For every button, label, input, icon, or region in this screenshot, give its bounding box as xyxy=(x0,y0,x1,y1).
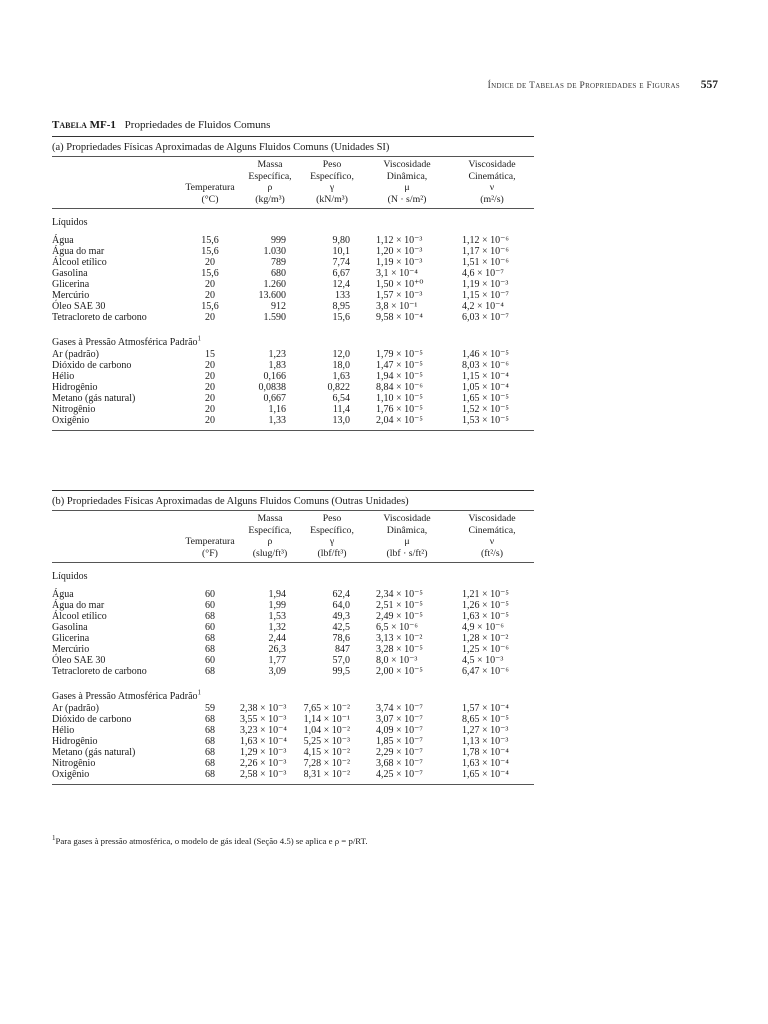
column-header-line: Específica, xyxy=(248,170,292,182)
table-caption xyxy=(52,119,270,131)
column-header-line: Específico, xyxy=(310,170,354,182)
fluid-name: Metano (gás natural) xyxy=(52,747,136,758)
table-cell: 1,25 × 10⁻⁶ xyxy=(462,644,509,655)
column-header-line: (slug/ft³) xyxy=(252,547,288,559)
table-cell: 15,6 xyxy=(201,301,219,312)
table-cell: 1,65 × 10⁻⁴ xyxy=(462,769,509,780)
table-cell: 68 xyxy=(205,714,215,725)
table-cell: 60 xyxy=(205,600,215,611)
column-header-line: ρ xyxy=(267,182,273,193)
table-cell: 1,83 xyxy=(268,360,286,371)
column-header-line: ρ xyxy=(267,536,273,547)
column-header-line: Cinemática, xyxy=(468,524,516,536)
fluid-name: Nitrogênio xyxy=(52,404,96,415)
fluid-name: Nitrogênio xyxy=(52,758,96,769)
table-cell: 3,13 × 10⁻² xyxy=(376,633,423,644)
table-row xyxy=(52,611,534,622)
fluid-name: Ar (padrão) xyxy=(52,349,99,360)
page-number: 557 xyxy=(700,79,718,91)
table-cell: 8,95 xyxy=(332,301,350,312)
table-cell: 1,57 × 10⁻³ xyxy=(376,290,423,301)
table-cell: 99,5 xyxy=(332,666,350,677)
header-row xyxy=(52,511,534,563)
table-row xyxy=(52,279,534,290)
table-row xyxy=(52,747,534,758)
fluid-name: Água do mar xyxy=(52,600,105,611)
table-cell: 68 xyxy=(205,725,215,736)
table-cell: 1,27 × 10⁻³ xyxy=(462,725,509,736)
table-cell: 1.030 xyxy=(263,246,286,257)
table-cell: 0,166 xyxy=(263,371,286,382)
table-row xyxy=(52,769,534,784)
table-row xyxy=(52,360,534,371)
group-heading xyxy=(52,209,534,230)
column-header xyxy=(240,511,300,563)
table-cell: 62,4 xyxy=(332,589,350,600)
table-row xyxy=(52,393,534,404)
table-cell: 1,94 × 10⁻⁵ xyxy=(376,371,423,382)
table-cell: 8,0 × 10⁻³ xyxy=(376,655,418,666)
table-bottom-rule xyxy=(52,430,534,431)
column-header-line: (°F) xyxy=(202,547,218,559)
table-cell: 4,5 × 10⁻³ xyxy=(462,655,504,666)
column-header-line: Temperatura xyxy=(185,182,235,193)
table-cell: 1,28 × 10⁻² xyxy=(462,633,509,644)
table-row xyxy=(52,257,534,268)
column-header-line: (kN/m³) xyxy=(316,193,348,205)
column-header xyxy=(180,511,240,563)
footnote-ref: 1 xyxy=(197,334,202,343)
fluid-name: Mercúrio xyxy=(52,644,90,655)
table-cell: 20 xyxy=(205,393,215,404)
table-cell: 1,99 xyxy=(268,600,286,611)
table-cell: 1,78 × 10⁻⁴ xyxy=(462,747,509,758)
column-header xyxy=(240,157,300,209)
table-row xyxy=(52,589,534,600)
fluid-name: Álcool etílico xyxy=(52,257,107,268)
table-cell: 15 xyxy=(205,349,215,360)
table-cell: 2,44 xyxy=(268,633,286,644)
column-header xyxy=(300,157,364,209)
column-header-line: γ xyxy=(329,182,335,193)
table-cell: 20 xyxy=(205,257,215,268)
fluid-name: Tetracloreto de carbono xyxy=(52,666,147,677)
table-cell: 1,12 × 10⁻⁶ xyxy=(462,235,509,246)
table-cell: 20 xyxy=(205,371,215,382)
fluid-name: Gasolina xyxy=(52,268,88,279)
column-header-line: (lbf · s/ft²) xyxy=(386,547,428,559)
table-cell: 1,05 × 10⁻⁴ xyxy=(462,382,509,393)
table-cell: 4,6 × 10⁻⁷ xyxy=(462,268,504,279)
fluid-name: Água do mar xyxy=(52,246,105,257)
table-cell: 1,63 × 10⁻⁴ xyxy=(240,736,287,747)
fluid-name: Mercúrio xyxy=(52,290,90,301)
table-cell: 78,6 xyxy=(332,633,350,644)
group-label: Gases à Pressão Atmosférica Padrão xyxy=(52,690,198,702)
table-cell: 2,29 × 10⁻⁷ xyxy=(376,747,423,758)
table-row xyxy=(52,633,534,644)
table-cell: 2,34 × 10⁻⁵ xyxy=(376,589,423,600)
table-cell: 7,28 × 10⁻² xyxy=(303,758,350,769)
table-cell: 1,14 × 10⁻¹ xyxy=(303,714,350,725)
table-row xyxy=(52,666,534,677)
column-header-line: Temperatura xyxy=(185,536,235,547)
table-cell: 1,63 xyxy=(332,371,350,382)
table-cell: 6,47 × 10⁻⁶ xyxy=(462,666,509,677)
column-header-line: Viscosidade xyxy=(468,159,516,170)
table-cell: 1,20 × 10⁻³ xyxy=(376,246,423,257)
fluid-name: Oxigênio xyxy=(52,415,90,426)
table-cell: 68 xyxy=(205,769,215,780)
column-header-line: μ xyxy=(404,182,410,193)
table-cell: 15,6 xyxy=(201,246,219,257)
table-cell: 68 xyxy=(205,633,215,644)
table-cell: 1,19 × 10⁻³ xyxy=(376,257,423,268)
table-cell: 15,6 xyxy=(201,235,219,246)
table-row xyxy=(52,758,534,769)
table-cell: 1.260 xyxy=(263,279,286,290)
table-cell: 26,3 xyxy=(268,644,286,655)
table-cell: 3,28 × 10⁻⁵ xyxy=(376,644,423,655)
table-cell: 8,03 × 10⁻⁶ xyxy=(462,360,509,371)
table-cell: 847 xyxy=(335,644,350,655)
group-heading xyxy=(52,683,534,703)
table-row xyxy=(52,246,534,257)
table-cell: 3,07 × 10⁻⁷ xyxy=(376,714,423,725)
table-cell: 1,47 × 10⁻⁵ xyxy=(376,360,423,371)
table-row xyxy=(52,415,534,430)
fluid-name: Óleo SAE 30 xyxy=(52,655,106,666)
table-cell: 1,65 × 10⁻⁵ xyxy=(462,393,509,404)
table-cell: 2,49 × 10⁻⁵ xyxy=(376,611,423,622)
fluid-name: Oxigênio xyxy=(52,769,90,780)
group-heading xyxy=(52,329,534,349)
table-cell: 6,5 × 10⁻⁶ xyxy=(376,622,418,633)
table-body xyxy=(52,209,534,431)
table-cell: 15,6 xyxy=(201,268,219,279)
table-cell: 6,54 xyxy=(332,393,350,404)
table-row xyxy=(52,703,534,714)
table-cell: 133 xyxy=(335,290,350,301)
table-cell: 68 xyxy=(205,611,215,622)
fluid-name: Álcool etílico xyxy=(52,611,107,622)
column-header xyxy=(52,511,180,563)
table-cell: 1,85 × 10⁻⁷ xyxy=(376,736,423,747)
section-title: (a) Propriedades Físicas Aproximadas de Alguns Fluidos Comuns (Unidades SI) xyxy=(52,137,534,157)
footnote-text: Para gases à pressão atmosférica, o modelo de gás ideal (Seção 4.5) se aplica e ρ = p/RT. xyxy=(55,836,368,846)
table-cell: 49,3 xyxy=(332,611,350,622)
table-row xyxy=(52,371,534,382)
fluid-name: Hidrogênio xyxy=(52,382,98,393)
fluid-name: Tetracloreto de carbono xyxy=(52,312,147,323)
table-cell: 20 xyxy=(205,279,215,290)
footnote-mark: 1 xyxy=(52,834,56,843)
table-cell: 1,26 × 10⁻⁵ xyxy=(462,600,509,611)
table-cell: 2,00 × 10⁻⁵ xyxy=(376,666,423,677)
column-header-line: Peso xyxy=(322,159,342,170)
table-cell: 60 xyxy=(205,622,215,633)
column-header xyxy=(450,157,534,209)
table-cell: 11,4 xyxy=(332,404,350,415)
table-cell: 3,55 × 10⁻³ xyxy=(240,714,287,725)
table-cell: 42,5 xyxy=(332,622,350,633)
table-cell: 1,46 × 10⁻⁵ xyxy=(462,349,509,360)
group-heading-row xyxy=(52,563,534,584)
column-header-line: γ xyxy=(329,536,335,547)
table-row xyxy=(52,235,534,246)
table-cell: 9,80 xyxy=(332,235,350,246)
column-header-line: ν xyxy=(489,536,495,547)
table-cell: 13,0 xyxy=(332,415,350,426)
table-cell: 8,65 × 10⁻⁵ xyxy=(462,714,509,725)
column-header-line: Específico, xyxy=(310,524,354,536)
group-heading-row xyxy=(52,329,534,349)
table-cell: 3,09 xyxy=(268,666,286,677)
column-header xyxy=(300,511,364,563)
table-cell: 1,04 × 10⁻² xyxy=(303,725,350,736)
page-header xyxy=(0,79,768,95)
group-heading-row xyxy=(52,683,534,703)
table-body xyxy=(52,563,534,785)
properties-table-other-units xyxy=(52,511,534,784)
fluid-name: Hidrogênio xyxy=(52,736,98,747)
fluid-name: Glicerina xyxy=(52,279,90,290)
table-cell: 1,15 × 10⁻⁴ xyxy=(462,371,509,382)
table-cell: 12,0 xyxy=(332,349,350,360)
table-row xyxy=(52,736,534,747)
table-row xyxy=(52,714,534,725)
fluid-name: Óleo SAE 30 xyxy=(52,301,106,312)
table-cell: 1,29 × 10⁻³ xyxy=(240,747,287,758)
table-row xyxy=(52,725,534,736)
group-label: Líquidos xyxy=(52,216,88,228)
table-row xyxy=(52,600,534,611)
properties-table-si xyxy=(52,157,534,430)
table-cell: 2,26 × 10⁻³ xyxy=(240,758,287,769)
footnote xyxy=(52,836,534,846)
column-header-line: (lbf/ft³) xyxy=(317,547,347,559)
fluid-name: Hélio xyxy=(52,725,75,736)
column-header-line: μ xyxy=(404,536,410,547)
table-cell: 20 xyxy=(205,415,215,426)
table-cell: 1,79 × 10⁻⁵ xyxy=(376,349,423,360)
column-header-line: Massa xyxy=(257,159,283,170)
column-header-line: Viscosidade xyxy=(383,513,431,524)
fluid-name: Hélio xyxy=(52,371,75,382)
table-cell: 999 xyxy=(271,235,286,246)
column-header xyxy=(364,511,450,563)
table-cell: 18,0 xyxy=(332,360,350,371)
table-cell: 2,51 × 10⁻⁵ xyxy=(376,600,423,611)
table-cell: 7,74 xyxy=(332,257,350,268)
column-header-line: (kg/m³) xyxy=(255,193,285,205)
column-header-line: Específica, xyxy=(248,524,292,536)
fluid-name: Dióxido de carbono xyxy=(52,714,132,725)
table-cell: 68 xyxy=(205,736,215,747)
table-cell: 1,21 × 10⁻⁵ xyxy=(462,589,509,600)
table-cell: 1,12 × 10⁻³ xyxy=(376,235,423,246)
table-row xyxy=(52,644,534,655)
column-header-line: Dinâmica, xyxy=(386,524,428,536)
table-cell: 1.590 xyxy=(263,312,286,323)
table-bottom-rule xyxy=(52,784,534,785)
table-cell: 8,84 × 10⁻⁶ xyxy=(376,382,423,393)
table-cell: 20 xyxy=(205,404,215,415)
table-cell: 0,667 xyxy=(263,393,286,404)
table-cell: 789 xyxy=(271,257,286,268)
table-row xyxy=(52,290,534,301)
group-label: Líquidos xyxy=(52,570,88,582)
running-head: Índice de Tabelas de Propriedades e Figuras xyxy=(487,81,680,91)
table-cell: 1,13 × 10⁻³ xyxy=(462,736,509,747)
table-cell: 1,63 × 10⁻⁵ xyxy=(462,611,509,622)
table-cell: 1,10 × 10⁻⁵ xyxy=(376,393,423,404)
table-cell: 4,25 × 10⁻⁷ xyxy=(376,769,423,780)
table-cell: 1,53 × 10⁻⁵ xyxy=(462,415,509,426)
table-cell: 1,15 × 10⁻⁷ xyxy=(462,290,509,301)
table-cell: 8,31 × 10⁻² xyxy=(303,769,350,780)
table-cell: 1,19 × 10⁻³ xyxy=(462,279,509,290)
table-row xyxy=(52,382,534,393)
table-cell: 68 xyxy=(205,644,215,655)
table-label: Tabela MF-1 xyxy=(52,119,116,131)
table-cell: 3,68 × 10⁻⁷ xyxy=(376,758,423,769)
column-header xyxy=(52,157,180,209)
table-cell: 13.600 xyxy=(258,290,286,301)
fluid-name: Gasolina xyxy=(52,622,88,633)
table-cell: 1,94 xyxy=(268,589,286,600)
table-cell: 64,0 xyxy=(332,600,350,611)
column-header-line: Peso xyxy=(322,513,342,524)
table-cell: 20 xyxy=(205,290,215,301)
table-row xyxy=(52,655,534,666)
section-title: (b) Propriedades Físicas Aproximadas de Alguns Fluidos Comuns (Outras Unidades) xyxy=(52,491,534,511)
table-cell: 912 xyxy=(271,301,286,312)
fluid-name: Ar (padrão) xyxy=(52,703,99,714)
group-heading-row xyxy=(52,209,534,230)
table-cell: 1,57 × 10⁻⁴ xyxy=(462,703,509,714)
fluid-name: Metano (gás natural) xyxy=(52,393,136,404)
column-header-line: Cinemática, xyxy=(468,170,516,182)
table-cell: 1,51 × 10⁻⁶ xyxy=(462,257,509,268)
table-row xyxy=(52,312,534,323)
table-cell: 3,1 × 10⁻⁴ xyxy=(376,268,418,279)
fluid-name: Água xyxy=(52,589,74,600)
group-label: Gases à Pressão Atmosférica Padrão xyxy=(52,336,198,348)
table-cell: 1,50 × 10⁺⁰ xyxy=(376,279,424,290)
table-cell: 5,25 × 10⁻³ xyxy=(303,736,350,747)
table-row xyxy=(52,349,534,360)
table-row xyxy=(52,622,534,633)
table-cell: 1,23 xyxy=(268,349,286,360)
table-cell: 20 xyxy=(205,360,215,371)
column-header xyxy=(364,157,450,209)
table-cell: 68 xyxy=(205,666,215,677)
footnote-ref: 1 xyxy=(197,688,202,697)
table-cell: 4,09 × 10⁻⁷ xyxy=(376,725,423,736)
table-cell: 7,65 × 10⁻² xyxy=(303,703,350,714)
table-cell: 6,67 xyxy=(332,268,350,279)
group-heading xyxy=(52,563,534,584)
section-a xyxy=(52,136,534,431)
table-cell: 1,63 × 10⁻⁴ xyxy=(462,758,509,769)
table-cell: 1,33 xyxy=(268,415,286,426)
table-title: Propriedades de Fluidos Comuns xyxy=(124,119,271,131)
fluid-name: Água xyxy=(52,235,74,246)
column-header-line: ν xyxy=(489,182,495,193)
column-header xyxy=(180,157,240,209)
table-cell: 10,1 xyxy=(332,246,350,257)
table-cell: 1,32 xyxy=(268,622,286,633)
table-cell: 60 xyxy=(205,589,215,600)
table-cell: 60 xyxy=(205,655,215,666)
table-cell: 0,822 xyxy=(327,382,350,393)
table-cell: 4,15 × 10⁻² xyxy=(303,747,350,758)
table-cell: 6,03 × 10⁻⁷ xyxy=(462,312,509,323)
column-header-line: Massa xyxy=(257,513,283,524)
table-cell: 1,76 × 10⁻⁵ xyxy=(376,404,423,415)
header-row xyxy=(52,157,534,209)
table-cell: 20 xyxy=(205,382,215,393)
fluid-name: Glicerina xyxy=(52,633,90,644)
fluid-name: Dióxido de carbono xyxy=(52,360,132,371)
column-header-line: (°C) xyxy=(201,193,219,205)
table-cell: 1,77 xyxy=(268,655,286,666)
table-row xyxy=(52,404,534,415)
table-cell: 15,6 xyxy=(332,312,350,323)
table-cell: 57,0 xyxy=(332,655,350,666)
column-header-line: Viscosidade xyxy=(383,159,431,170)
table-cell: 1,17 × 10⁻⁶ xyxy=(462,246,509,257)
table-cell: 3,23 × 10⁻⁴ xyxy=(240,725,287,736)
table-cell: 9,58 × 10⁻⁴ xyxy=(376,312,423,323)
table-row xyxy=(52,301,534,312)
table-cell: 680 xyxy=(271,268,286,279)
column-header-line: Dinâmica, xyxy=(386,170,428,182)
column-header xyxy=(450,511,534,563)
table-cell: 68 xyxy=(205,747,215,758)
table-cell: 4,2 × 10⁻⁴ xyxy=(462,301,504,312)
table-cell: 2,04 × 10⁻⁵ xyxy=(376,415,423,426)
column-header-line: (m²/s) xyxy=(480,193,504,205)
column-header-line: (ft²/s) xyxy=(481,547,503,559)
table-cell: 1,53 xyxy=(268,611,286,622)
table-cell: 0,0838 xyxy=(258,382,286,393)
table-row xyxy=(52,268,534,279)
table-cell: 3,74 × 10⁻⁷ xyxy=(376,703,423,714)
table-cell: 68 xyxy=(205,758,215,769)
table-cell: 20 xyxy=(205,312,215,323)
section-b xyxy=(52,490,534,785)
table-cell: 2,58 × 10⁻³ xyxy=(240,769,287,780)
table-cell: 1,16 xyxy=(268,404,286,415)
table-cell: 12,4 xyxy=(332,279,350,290)
table-cell: 1,52 × 10⁻⁵ xyxy=(462,404,509,415)
column-header-line: (N · s/m²) xyxy=(387,193,427,205)
table-cell: 59 xyxy=(205,703,215,714)
table-cell: 2,38 × 10⁻³ xyxy=(240,703,287,714)
table-cell: 4,9 × 10⁻⁶ xyxy=(462,622,504,633)
column-header-line: Viscosidade xyxy=(468,513,516,524)
table-cell: 3,8 × 10⁻¹ xyxy=(376,301,418,312)
